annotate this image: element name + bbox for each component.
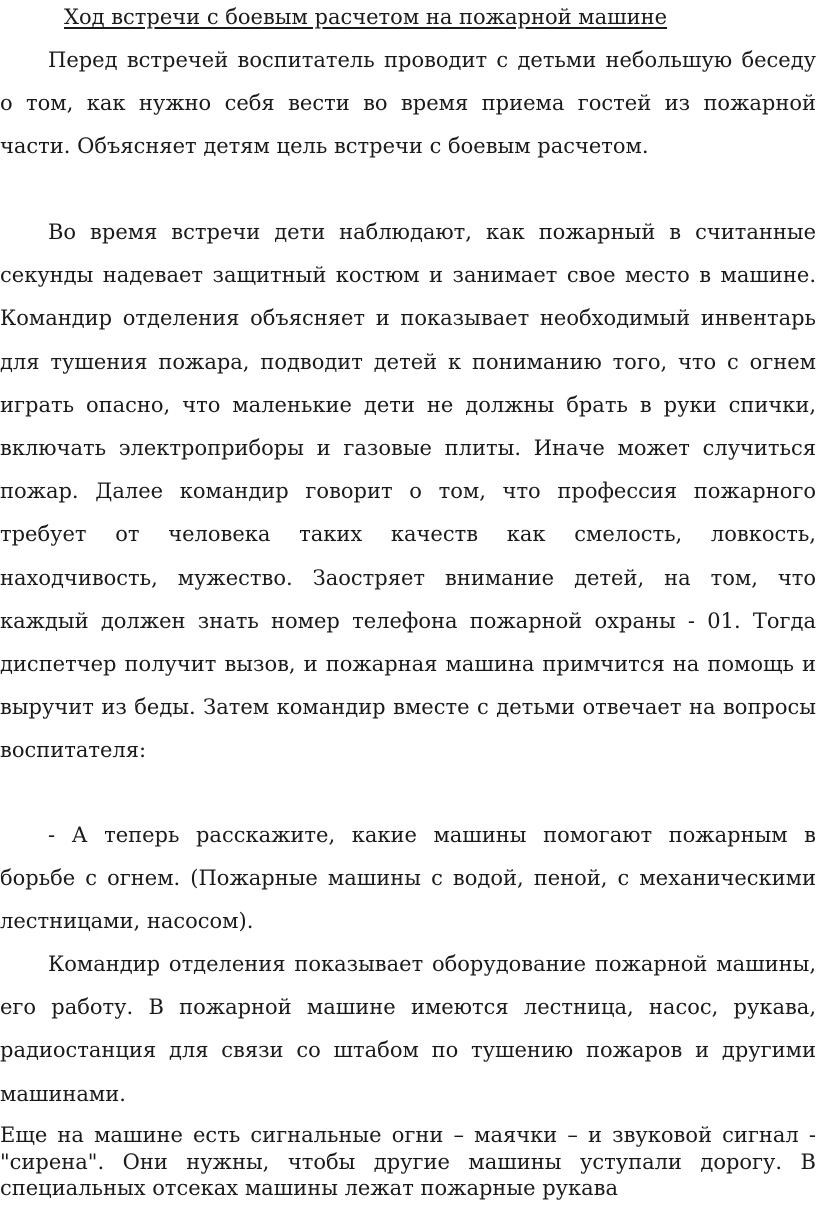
- paragraph-preparation: Перед встречей воспитатель проводит с детьми небольшую беседу о том, как нужно себя вести во время приема гостей из пожарной части. Объясняет детям цель встречи с боевым расчетом.: [0, 48, 816, 159]
- paragraph-signals: Еще на машине есть сигнальные огни – маячки – и звуковой сигнал - "сирена". Они нужны, чтобы другие машины уступали дорогу. В специальных отсеках машины лежат пожарные рукава: [0, 1123, 816, 1200]
- paragraph-equipment: Командир отделения показывает оборудование пожарной машины, его работу. В пожарной машине имеются лестница, насос, рукава, радиостанция для связи со штабом по тушению пожаров и другими машинами.: [0, 952, 816, 1106]
- paragraph-meeting: Во время встречи дети наблюдают, как пожарный в считанные секунды надевает защитный костюм и занимает свое место в машине. Командир отделения объясняет и показывает необходимый инвентарь для тушения пожара, подводит детей к пониманию того, что с огнем играть опасно, что маленькие дети не должны брать в руки спички, включать электроприборы и газовые плиты. Иначе может случиться пожар. Далее командир говорит о том, что профессия пожарного требует от человека таких качеств как смелость, ловкость, находчивость, мужество. Заостряет внимание детей, на том, что каждый должен знать номер телефона пожарной охраны - 01. Тогда диспетчер получит вызов, и пожарная машина примчится на помощь и выручит из беды. Затем командир вместе с детьми отвечает на вопросы воспитателя:: [0, 220, 816, 763]
- paragraph-question: - А теперь расскажите, какие машины помогают пожарным в борьбе с огнем. (Пожарные машины с водой, пеной, с механическими лестницами, насосом).: [0, 823, 816, 934]
- document-title: Ход встречи с боевым расчетом на пожарной машине: [64, 5, 668, 29]
